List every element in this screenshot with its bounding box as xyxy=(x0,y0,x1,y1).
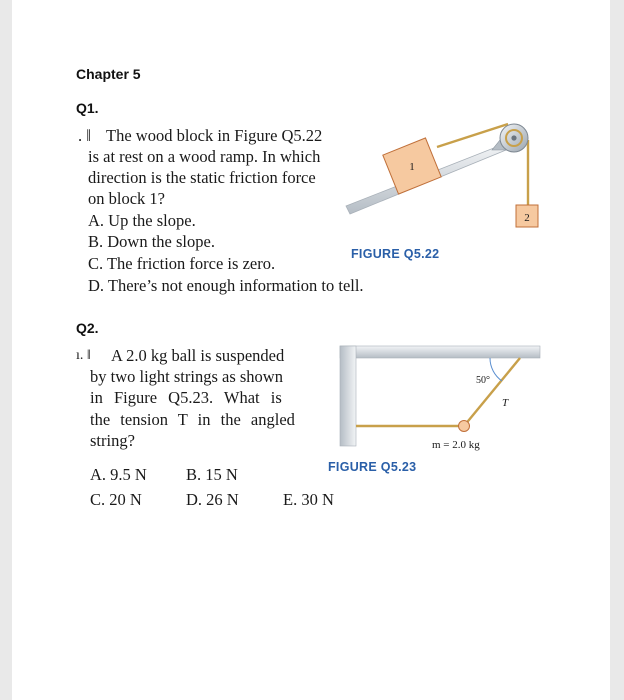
mass-label: m = 2.0 kg xyxy=(432,439,480,451)
q1-text-line: on block 1? xyxy=(88,189,165,208)
q1-text-line: direction is the static friction force xyxy=(88,168,316,187)
q2-text-line: in Figure Q5.23. What is xyxy=(90,388,282,407)
q2-option-c: C. 20 N xyxy=(90,490,142,509)
q1-marker: . ‖ xyxy=(78,126,91,145)
q2-text-line: the tension T in the angled xyxy=(90,410,295,429)
block-1-label: 1 xyxy=(409,161,415,173)
ball xyxy=(459,421,470,432)
q2-option-a: A. 9.5 N xyxy=(90,465,147,484)
document-page xyxy=(12,0,610,700)
figure-q5-22 xyxy=(342,110,542,240)
q1-option-c: C. The friction force is zero. xyxy=(88,254,276,273)
q1-text-line: The wood block in Figure Q5.22 xyxy=(106,126,323,145)
q1-option-d: D. There’s not enough information to tell. xyxy=(88,276,364,295)
angle-label: 50° xyxy=(476,375,490,386)
q2-option-d: D. 26 N xyxy=(186,490,239,509)
q1-text-line: is at rest on a wood ramp. In which xyxy=(88,147,321,166)
tension-label: T xyxy=(502,397,509,409)
q2-label: Q2. xyxy=(76,320,99,336)
q2-option-e: E. 30 N xyxy=(283,490,334,509)
block-2-label: 2 xyxy=(524,212,530,224)
q2-text-line: A 2.0 kg ball is suspended xyxy=(111,346,285,365)
q2-text-line xyxy=(90,366,308,387)
ceiling xyxy=(340,346,540,358)
wall xyxy=(340,346,356,446)
q2-text-span: by two light strings as shown xyxy=(90,367,283,386)
q1-option-a: A. Up the slope. xyxy=(88,211,196,230)
q1-label: Q1. xyxy=(76,100,99,116)
q2-marker: ı. ‖ xyxy=(76,348,91,363)
q1-option-b: B. Down the slope. xyxy=(88,232,215,251)
chapter-title: Chapter 5 xyxy=(76,66,141,82)
pulley-axle xyxy=(511,135,516,140)
angle-arc xyxy=(490,358,502,381)
figure-q5-23 xyxy=(330,338,550,458)
figure-q5-23-caption: FIGURE Q5.23 xyxy=(328,460,417,474)
q2-text-line: string? xyxy=(90,431,135,450)
q2-option-b: B. 15 N xyxy=(186,465,238,484)
figure-q5-22-caption: FIGURE Q5.22 xyxy=(351,247,440,261)
